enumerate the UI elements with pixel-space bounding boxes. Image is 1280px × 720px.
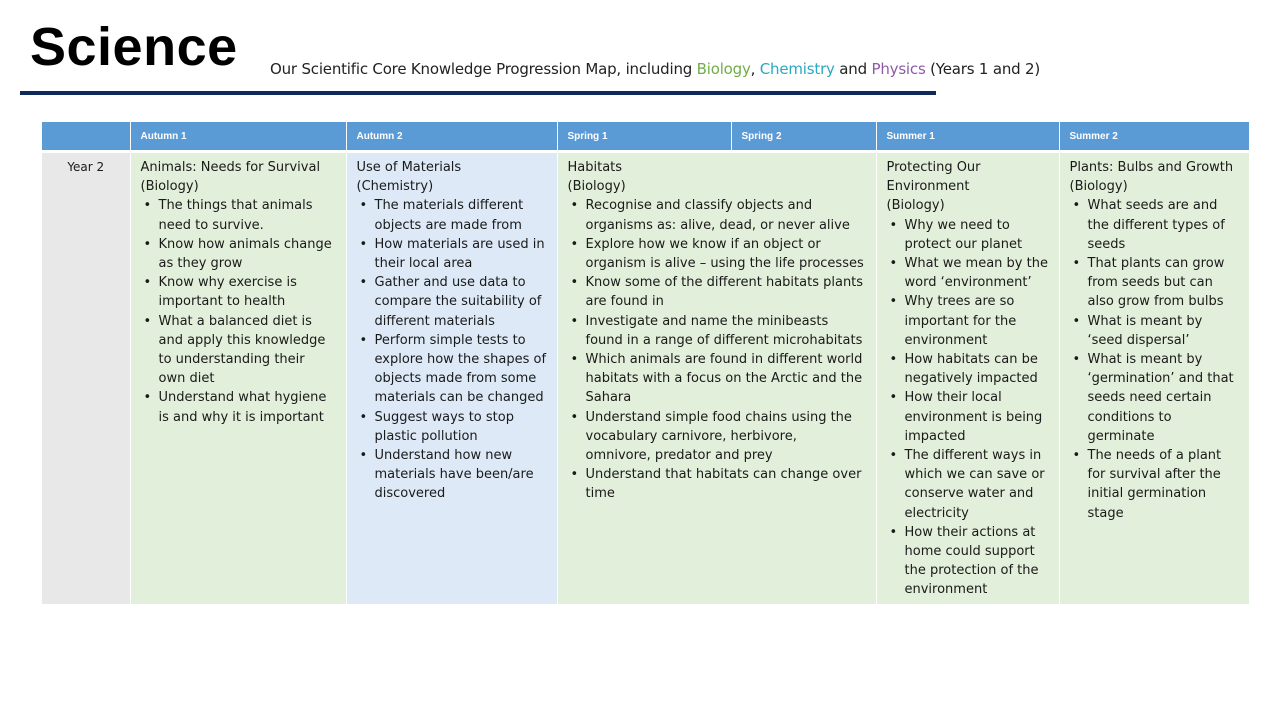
header-cell-spring-1: Spring 1 (557, 122, 731, 150)
list-item: • Investigate and name the minibeasts found in a range of different microhabitats (568, 312, 866, 350)
topic-subject: (Biology) (140, 179, 199, 195)
list-item: • That plants can grow from seeds but can also grow from bulbs (1070, 254, 1239, 312)
list-item: • Suggest ways to stop plastic pollution (357, 408, 547, 446)
list-item: • What is meant by ‘seed dispersal’ (1070, 312, 1239, 350)
topic-subject: (Biology) (886, 198, 945, 214)
topic-points (1070, 196, 1239, 522)
list-item: • Understand what hygiene is and why it is important (141, 388, 336, 426)
topic-title: Plants: Bulbs and Growth (1069, 160, 1234, 175)
topic-subject: (Chemistry) (356, 179, 434, 195)
list-item: • Why trees are so important for the environment (887, 292, 1049, 350)
list-item: • The needs of a plant for survival after the initial germination stage (1070, 446, 1239, 523)
subtitle-prefix: Our Scientific Core Knowledge Progression Map, including (270, 60, 697, 78)
header-cell-summer-1: Summer 1 (876, 122, 1059, 150)
table-header-row (42, 122, 1249, 150)
list-item: • Know why exercise is important to health (141, 273, 336, 311)
topic-title: Habitats (567, 160, 623, 175)
list-item: • How habitats can be negatively impacted (887, 350, 1049, 388)
subtitle-biology: Biology (696, 60, 751, 78)
progression-map-table (42, 122, 1250, 604)
list-item: • Recognise and classify objects and organisms as: alive, dead, or never alive (568, 196, 866, 234)
list-item: • Which animals are found in different world habitats with a focus on the Arctic and the Sahara (568, 350, 866, 408)
list-item: • Why we need to protect our planet (887, 216, 1049, 254)
subtitle-and: and (834, 60, 872, 78)
header-cell-autumn-1: Autumn 1 (130, 122, 346, 150)
topic-subject: (Biology) (1069, 179, 1128, 195)
list-item: • Know some of the different habitats plants are found in (568, 273, 866, 311)
cell-autumn-2 (346, 153, 557, 604)
topic-subject: (Biology) (567, 179, 626, 195)
topic-title: Animals: Needs for Survival (140, 160, 321, 175)
page-subtitle (270, 60, 1040, 78)
list-item: • What seeds are and the different types of seeds (1070, 196, 1239, 254)
header-cell-summer-2: Summer 2 (1059, 122, 1249, 150)
table-row-year-2 (42, 153, 1249, 604)
page-title: Science (30, 17, 238, 77)
list-item: • Gather and use data to compare the suitability of different materials (357, 273, 547, 331)
list-item: • How materials are used in their local area (357, 235, 547, 273)
subtitle-chemistry: Chemistry (759, 60, 835, 78)
topic-points (141, 196, 336, 426)
list-item: • The different ways in which we can save or conserve water and electricity (887, 446, 1049, 523)
list-item: • How their local environment is being impacted (887, 388, 1049, 446)
subtitle-physics: Physics (871, 60, 926, 78)
list-item: • Know how animals change as they grow (141, 235, 336, 273)
list-item: • What we mean by the word ‘environment’ (887, 254, 1049, 292)
cell-autumn-1 (130, 153, 346, 604)
list-item: • The things that animals need to survive. (141, 196, 336, 234)
list-item: • Understand how new materials have been/are discovered (357, 446, 547, 504)
list-item: • What is meant by ‘germination’ and that seeds need certain conditions to germinate (1070, 350, 1239, 446)
header-cell-blank (42, 122, 130, 150)
cell-summer-1 (876, 153, 1059, 604)
topic-title: Use of Materials (356, 160, 462, 175)
header-cell-spring-2: Spring 2 (731, 122, 876, 150)
topic-points (887, 216, 1049, 600)
subtitle-suffix: (Years 1 and 2) (925, 60, 1041, 78)
topic-title: Protecting Our Environment (886, 160, 981, 195)
cell-spring (557, 153, 876, 604)
subtitle-comma: , (750, 60, 760, 78)
cell-summer-2 (1059, 153, 1249, 604)
header-cell-autumn-2: Autumn 2 (346, 122, 557, 150)
list-item: • Perform simple tests to explore how the shapes of objects made from some materials can be changed (357, 331, 547, 408)
list-item: • What a balanced diet is and apply this knowledge to understanding their own diet (141, 312, 336, 389)
list-item: • Understand that habitats can change over time (568, 465, 866, 503)
title-underline (20, 91, 936, 95)
list-item: • Understand simple food chains using the vocabulary carnivore, herbivore, omnivore, predator and prey (568, 408, 866, 466)
topic-points (357, 196, 547, 503)
list-item: • Explore how we know if an object or organism is alive – using the life processes (568, 235, 866, 273)
topic-points (568, 196, 866, 503)
list-item: • How their actions at home could support the protection of the environment (887, 523, 1049, 600)
year-label: Year 2 (42, 153, 130, 604)
list-item: • The materials different objects are made from (357, 196, 547, 234)
